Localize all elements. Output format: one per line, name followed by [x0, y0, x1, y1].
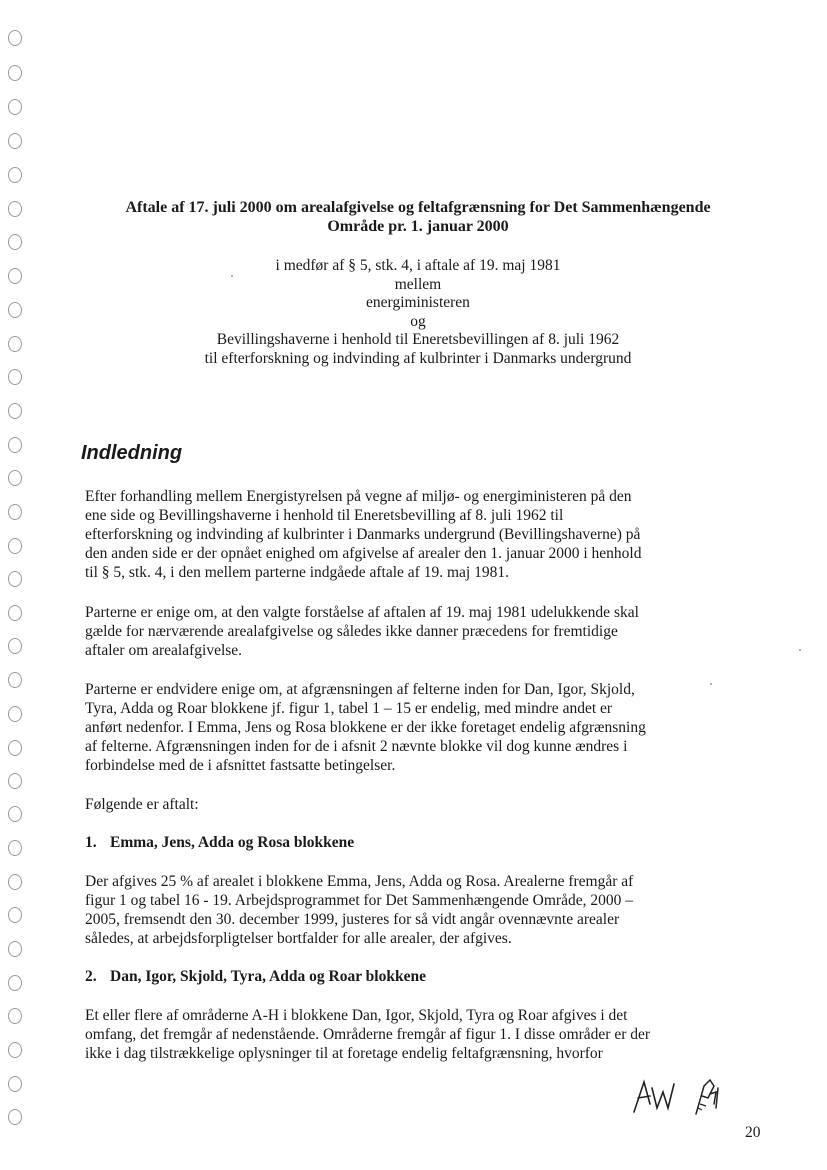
text-line: gælde for nærværende arealafgivelse og således ikke danner præcedens for fremtidige [85, 623, 618, 640]
preamble-line: energiministeren [366, 294, 470, 311]
text-line: Efter forhandling mellem Energistyrelsen på vegne af miljø- og energiministeren på den [85, 488, 632, 505]
document-title [80, 198, 756, 236]
text-line: efterforskning og indvinding af kulbrinter i Danmarks undergrund (Bevillingshaverne) på [85, 526, 641, 543]
text-line: Følgende er aftalt: [85, 796, 199, 813]
text-line: ikke i dag tilstrækkelige oplysninger til at foretage endelig feltafgrænsning, hvorfor [85, 1045, 603, 1062]
section-1-heading [85, 834, 354, 852]
text-line: således, at arbejdsforpligtelser bortfalder for alle arealer, der afgives. [85, 930, 512, 947]
text-line: af felterne. Afgrænsningen inden for de i afsnit 2 nævnte blokke vil dog kunne ændres i [85, 738, 628, 755]
title-line-1: Aftale af 17. juli 2000 om arealafgivelse og feltafgrænsning for Det Sammenhængende [125, 199, 711, 216]
preamble [80, 257, 756, 368]
text-line: aftaler om arealafgivelse. [85, 642, 243, 659]
text-line: figur 1 og tabel 16 - 19. Arbejdsprogrammet for Det Sammenhængende Område, 2000 – [85, 892, 633, 909]
paragraph-2 [85, 603, 705, 660]
text-line: Parterne er enige om, at den valgte forståelse af aftalen af 19. maj 1981 udelukkende skal [85, 604, 639, 621]
text-line: Der afgives 25 % af arealet i blokkene Emma, Jens, Adda og Rosa. Arealerne fremgår af [85, 873, 634, 890]
scan-speck [231, 275, 233, 277]
text-line: Parterne er endvidere enige om, at afgrænsningen af felterne inden for Dan, Igor, Skjold, [85, 681, 635, 698]
handwritten-initials [630, 1074, 730, 1122]
section-number: 2. [85, 968, 97, 985]
section-2-heading [85, 968, 426, 986]
text-line: 2005, fremsendt den 30. december 1999, justeres for så vidt angår ovennævnte arealer [85, 911, 620, 928]
paragraph-1 [85, 487, 705, 582]
scan-speck [799, 649, 801, 651]
binder-holes [0, 0, 40, 1170]
text-line: anført nedenfor. I Emma, Jens og Rosa blokkene er der ikke foretaget endelig afgrænsning [85, 719, 646, 736]
section-title: Dan, Igor, Skjold, Tyra, Adda og Roar blokkene [110, 968, 426, 985]
section-title: Emma, Jens, Adda og Rosa blokkene [110, 834, 355, 851]
text-line: omfang, det fremgår af nedenstående. Områderne fremgår af figur 1. I disse områder er der [85, 1026, 651, 1043]
preamble-line: mellem [394, 275, 442, 293]
section-number: 1. [85, 834, 97, 851]
section-heading: Indledning [81, 442, 183, 464]
text-line: til § 5, stk. 4, i den mellem parterne indgåede aftale af 19. maj 1981. [85, 564, 509, 581]
text-line: Tyra, Adda og Roar blokkene jf. figur 1, tabel 1 – 15 er endelig, med mindre andet er [85, 700, 613, 717]
preamble-line: til efterforskning og indvinding af kulbrinter i Danmarks undergrund [204, 349, 632, 367]
section-1-body [85, 872, 705, 948]
text-line: forbindelse med de i afsnittet fastsatte betingelser. [85, 757, 396, 774]
scan-speck [710, 683, 712, 685]
title-line-2: Område pr. 1. januar 2000 [327, 218, 509, 235]
paragraph-3 [85, 680, 705, 775]
text-line: den anden side er der opnået enighed om afgivelse af arealer den 1. januar 2000 i henhold [85, 545, 642, 562]
section-2-body [85, 1006, 705, 1063]
text-line: ene side og Bevillingshaverne i henhold til Eneretsbevilling af 8. juli 1962 til [85, 507, 564, 524]
text-line: Et eller flere af områderne A-H i blokkene Dan, Igor, Skjold, Tyra og Roar afgives i det [85, 1007, 628, 1024]
preamble-line: og [410, 312, 426, 330]
paragraph-4 [85, 795, 705, 814]
preamble-line: Bevillingshaverne i henhold til Eneretsbevillingen af 8. juli 1962 [216, 331, 620, 348]
preamble-line: i medfør af § 5, stk. 4, i aftale af 19. maj 1981 [275, 257, 561, 274]
page-number: 20 [745, 1124, 761, 1141]
